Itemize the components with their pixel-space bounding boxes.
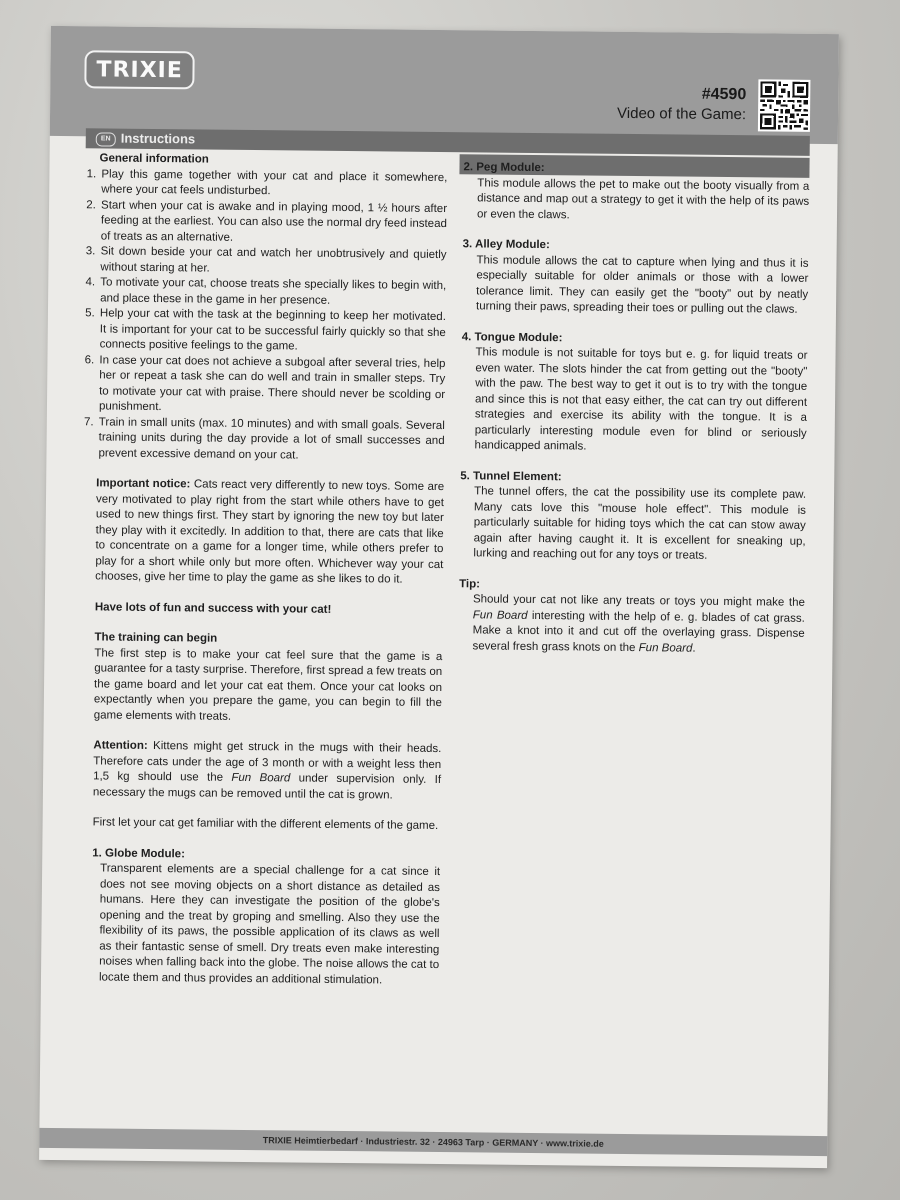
tunnel-element-title: 5. Tunnel Element:: [460, 469, 562, 483]
tip-text-c: .: [692, 642, 696, 655]
tip-heading: Tip:: [459, 577, 481, 590]
tip-fun-board-1: Fun Board: [472, 608, 528, 622]
general-steps: [82, 167, 447, 465]
step-5: 5. Help your cat with the task at the beginning to keep her motivated. It is important for your cat to be successful fairly quickly so that she connects positive feelings to the game.: [98, 306, 446, 356]
trixie-logo: TRIXIE: [84, 50, 195, 89]
header-bar: [50, 26, 839, 144]
familiar-text: First let your cat get familiar with the different elements of the game.: [92, 816, 439, 833]
footer-bar: TRIXIE Heimtierbedarf · Industriestr. 32 · 24963 Tarp · GERMANY · www.trixie.de: [39, 1128, 827, 1156]
alley-module-title: 3. Alley Module:: [462, 238, 550, 252]
globe-module-text: Transparent elements are a special challenge for a cat since it does not see moving objects on a short distance as detailed as humans. Here they can investigate the position of the globe's opening and the treat by groping and smelling. Also they use the flexibility of its paws, the possible application of its claws as well as their fantastic sense of smell. Dry treats even make interesting noises when falling back into the globe. The noise allows the cat to locate them and thus provides an additional stimulation.: [98, 862, 441, 986]
right-column: [458, 160, 809, 658]
step-4: 4. To motivate your cat, choose treats she specially likes to begin with, and place these in the game in her presence.: [98, 275, 446, 310]
peg-module-title: 2. Peg Module:: [463, 161, 545, 175]
step-2: 2. Start when your cat is awake and in playing mood, 1 ½ hours after feeding at the earliest. You can also use the normal dry feed instead of treats as an alternative.: [99, 198, 447, 248]
video-label: Video of the Game:: [617, 104, 747, 124]
notice-text: Cats react very differently to new toys. Some are very motivated to play right from the start while others have to get used to new things first. They start by ignoring the new toy but later they play with it excitedly. In addition to that, there are cats that like to concentrate on a game for a longer time, while others prefer to play for a short while only but more often. Whichever way your cat chooses, give her time to play the game as she likes to do it.: [95, 478, 445, 586]
globe-module-title: 1. Globe Module:: [92, 846, 185, 860]
notice-label: Important notice:: [96, 477, 191, 491]
section-title: Instructions: [120, 130, 196, 147]
tip-fun-board-2: Fun Board: [638, 641, 693, 655]
tip-text-a: Should your cat not like any treats or toys you might make the: [472, 593, 806, 609]
attention-text-b: under supervision only. If necessary the mugs can be removed until the cat is grown.: [92, 772, 442, 802]
step-3: 3. Sit down beside your cat and watch her unobtrusively and quietly without staring at her.: [98, 244, 446, 279]
qr-code-icon: [758, 79, 811, 132]
tip-text-b: interesting with the help of e. g. blades of cat grass. Make a knot into it and cut off the overlaying grass. Dispense several fresh grass knots on the: [472, 609, 805, 654]
general-heading: General information: [99, 152, 209, 166]
step-1: 1. Play this game together with your cat and place it somewhere, where your cat feels undisturbed.: [99, 167, 447, 202]
language-badge: EN: [96, 132, 116, 146]
fun-line: Have lots of fun and success with your cat!: [94, 600, 332, 616]
tip-text: [458, 592, 805, 658]
product-number: #4590: [701, 85, 747, 104]
attention-fun-board: Fun Board: [231, 771, 291, 785]
step-6: 6. In case your cat does not achieve a subgoal after several tries, help her or repeat a task she can do well and train in smaller steps. Try to motivate your cat with praise. There should never be scolding or punishment.: [97, 353, 446, 419]
attention-notice: [79, 738, 442, 804]
peg-module-text: This module allows the pet to make out the booty visually from a distance and map out a strategy to get it with the help of its paws or even the claws.: [476, 176, 810, 221]
training-text: The first step is to make your cat feel sure that the game is a guarantee for a tasty surprise. Therefore, first spread a few treats on the game board and let your cat eat them. Once your cat looks on expectantly when you prepare the game, you can begin to fill the game elements with treats.: [93, 646, 443, 723]
tongue-module-title: 4. Tongue Module:: [461, 330, 563, 344]
attention-text-a: Kittens might get struck in the mugs with their heads. Therefore cats under the age of 3 month or with a weight less then 1,5 kg should use the: [93, 739, 442, 784]
tunnel-element-text: The tunnel offers, the cat the possibility use its complete paw. Many cats love this "mouse hole effect". This module is particularly suitable for hiding toys which the cat can stow away again after having caught it. It is excellent for sneaking up, lurking and reaching out for any toys or treats.: [473, 485, 807, 562]
alley-module-text: This module allows the cat to capture when lying and thus it is especially suitable for older animals or those with a lower tolerance limit. They can easily get the "booty" out by neatly turning their paws, spreading their toes or pulling out the claws.: [475, 253, 809, 316]
product-info: [617, 84, 746, 125]
instruction-sheet: [39, 26, 839, 1168]
training-heading: The training can begin: [94, 631, 218, 645]
attention-label: Attention:: [93, 739, 148, 752]
important-notice: [81, 476, 444, 588]
step-7: 7. Train in small units (max. 10 minutes) and with small goals. Several training units during the day provide a lot of small successes and prevent excessive demand on your cat.: [96, 415, 444, 465]
tongue-module-text: This module is not suitable for toys but e. g. for liquid treats or even water. The slots hinder the cat from getting out the "booty" with the paw. The best way to get it out is to try with the tongue and since this is not that easy either, the cat can try out different strategies and exercise its ability with the tongue. It is a particularly interesting module even for blind or seriously handicapped animals.: [474, 346, 808, 453]
left-column: [77, 151, 448, 989]
